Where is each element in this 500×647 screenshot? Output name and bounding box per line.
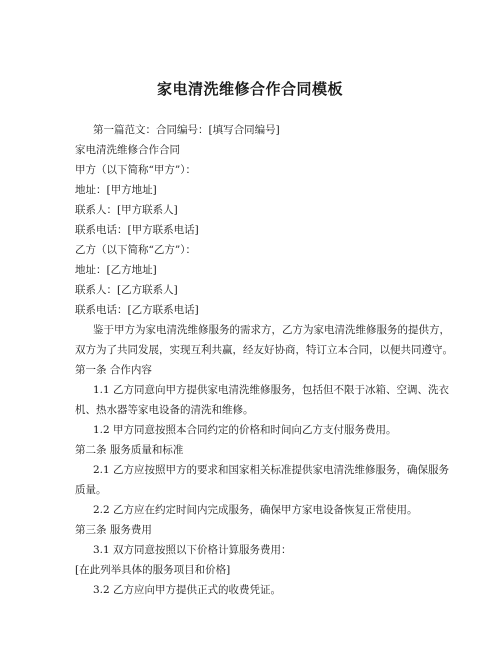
contract-name-line: 家电清洗维修合作合同: [75, 144, 180, 156]
clause-1-1-line-2: 机、热水器等家电设备的清洗和维修。: [75, 404, 254, 416]
party-b-phone: 联系电话：[乙方联系电话]: [75, 304, 199, 316]
contract-number-line: 第一篇范文：合同编号：[填写合同编号]: [93, 124, 280, 136]
clause-2-1-line-1: 2.1 乙方应按照甲方的要求和国家相关标准提供家电清洗维修服务，确保服务: [93, 464, 450, 476]
preamble-line-2: 双方为了共同发展，实现互利共赢，经友好协商，特订立本合同，以便共同遵守。: [75, 344, 453, 356]
clause-2-2: 2.2 乙方应在约定时间内完成服务，确保甲方家电设备恢复正常使用。: [93, 504, 418, 516]
party-b-address: 地址：[乙方地址]: [75, 264, 157, 276]
party-a-address: 地址：[甲方地址]: [75, 184, 157, 196]
party-a-phone: 联系电话：[甲方联系电话]: [75, 224, 199, 236]
article-3-heading: 第三条 服务费用: [75, 524, 152, 536]
clause-1-2: 1.2 甲方同意按照本合同约定的价格和时间向乙方支付服务费用。: [93, 424, 397, 436]
party-a-heading: 甲方（以下简称“甲方”）：: [75, 164, 196, 176]
document-title: 家电清洗维修合作合同模板: [156, 80, 343, 98]
party-a-contact: 联系人：[甲方联系人]: [75, 204, 178, 216]
preamble-line-1: 鉴于甲方为家电清洗维修服务的需求方，乙方为家电清洗维修服务的提供方，: [93, 324, 450, 336]
clause-3-1: 3.1 双方同意按照以下价格计算服务费用：: [93, 544, 292, 556]
article-1-heading: 第一条 合作内容: [75, 364, 152, 376]
clause-3-2: 3.2 乙方应向甲方提供正式的收费凭证。: [93, 584, 282, 596]
article-2-heading: 第二条 服务质量和标准: [75, 444, 184, 456]
clause-2-1-line-2: 质量。: [75, 484, 107, 496]
clause-1-1-line-1: 1.1 乙方同意向甲方提供家电清洗维修服务，包括但不限于冰箱、空调、洗衣: [93, 384, 450, 396]
party-b-heading: 乙方（以下简称“乙方”）：: [75, 244, 196, 256]
price-list-placeholder: [在此列举具体的服务项目和价格]: [75, 564, 231, 576]
party-b-contact: 联系人：[乙方联系人]: [75, 284, 178, 296]
